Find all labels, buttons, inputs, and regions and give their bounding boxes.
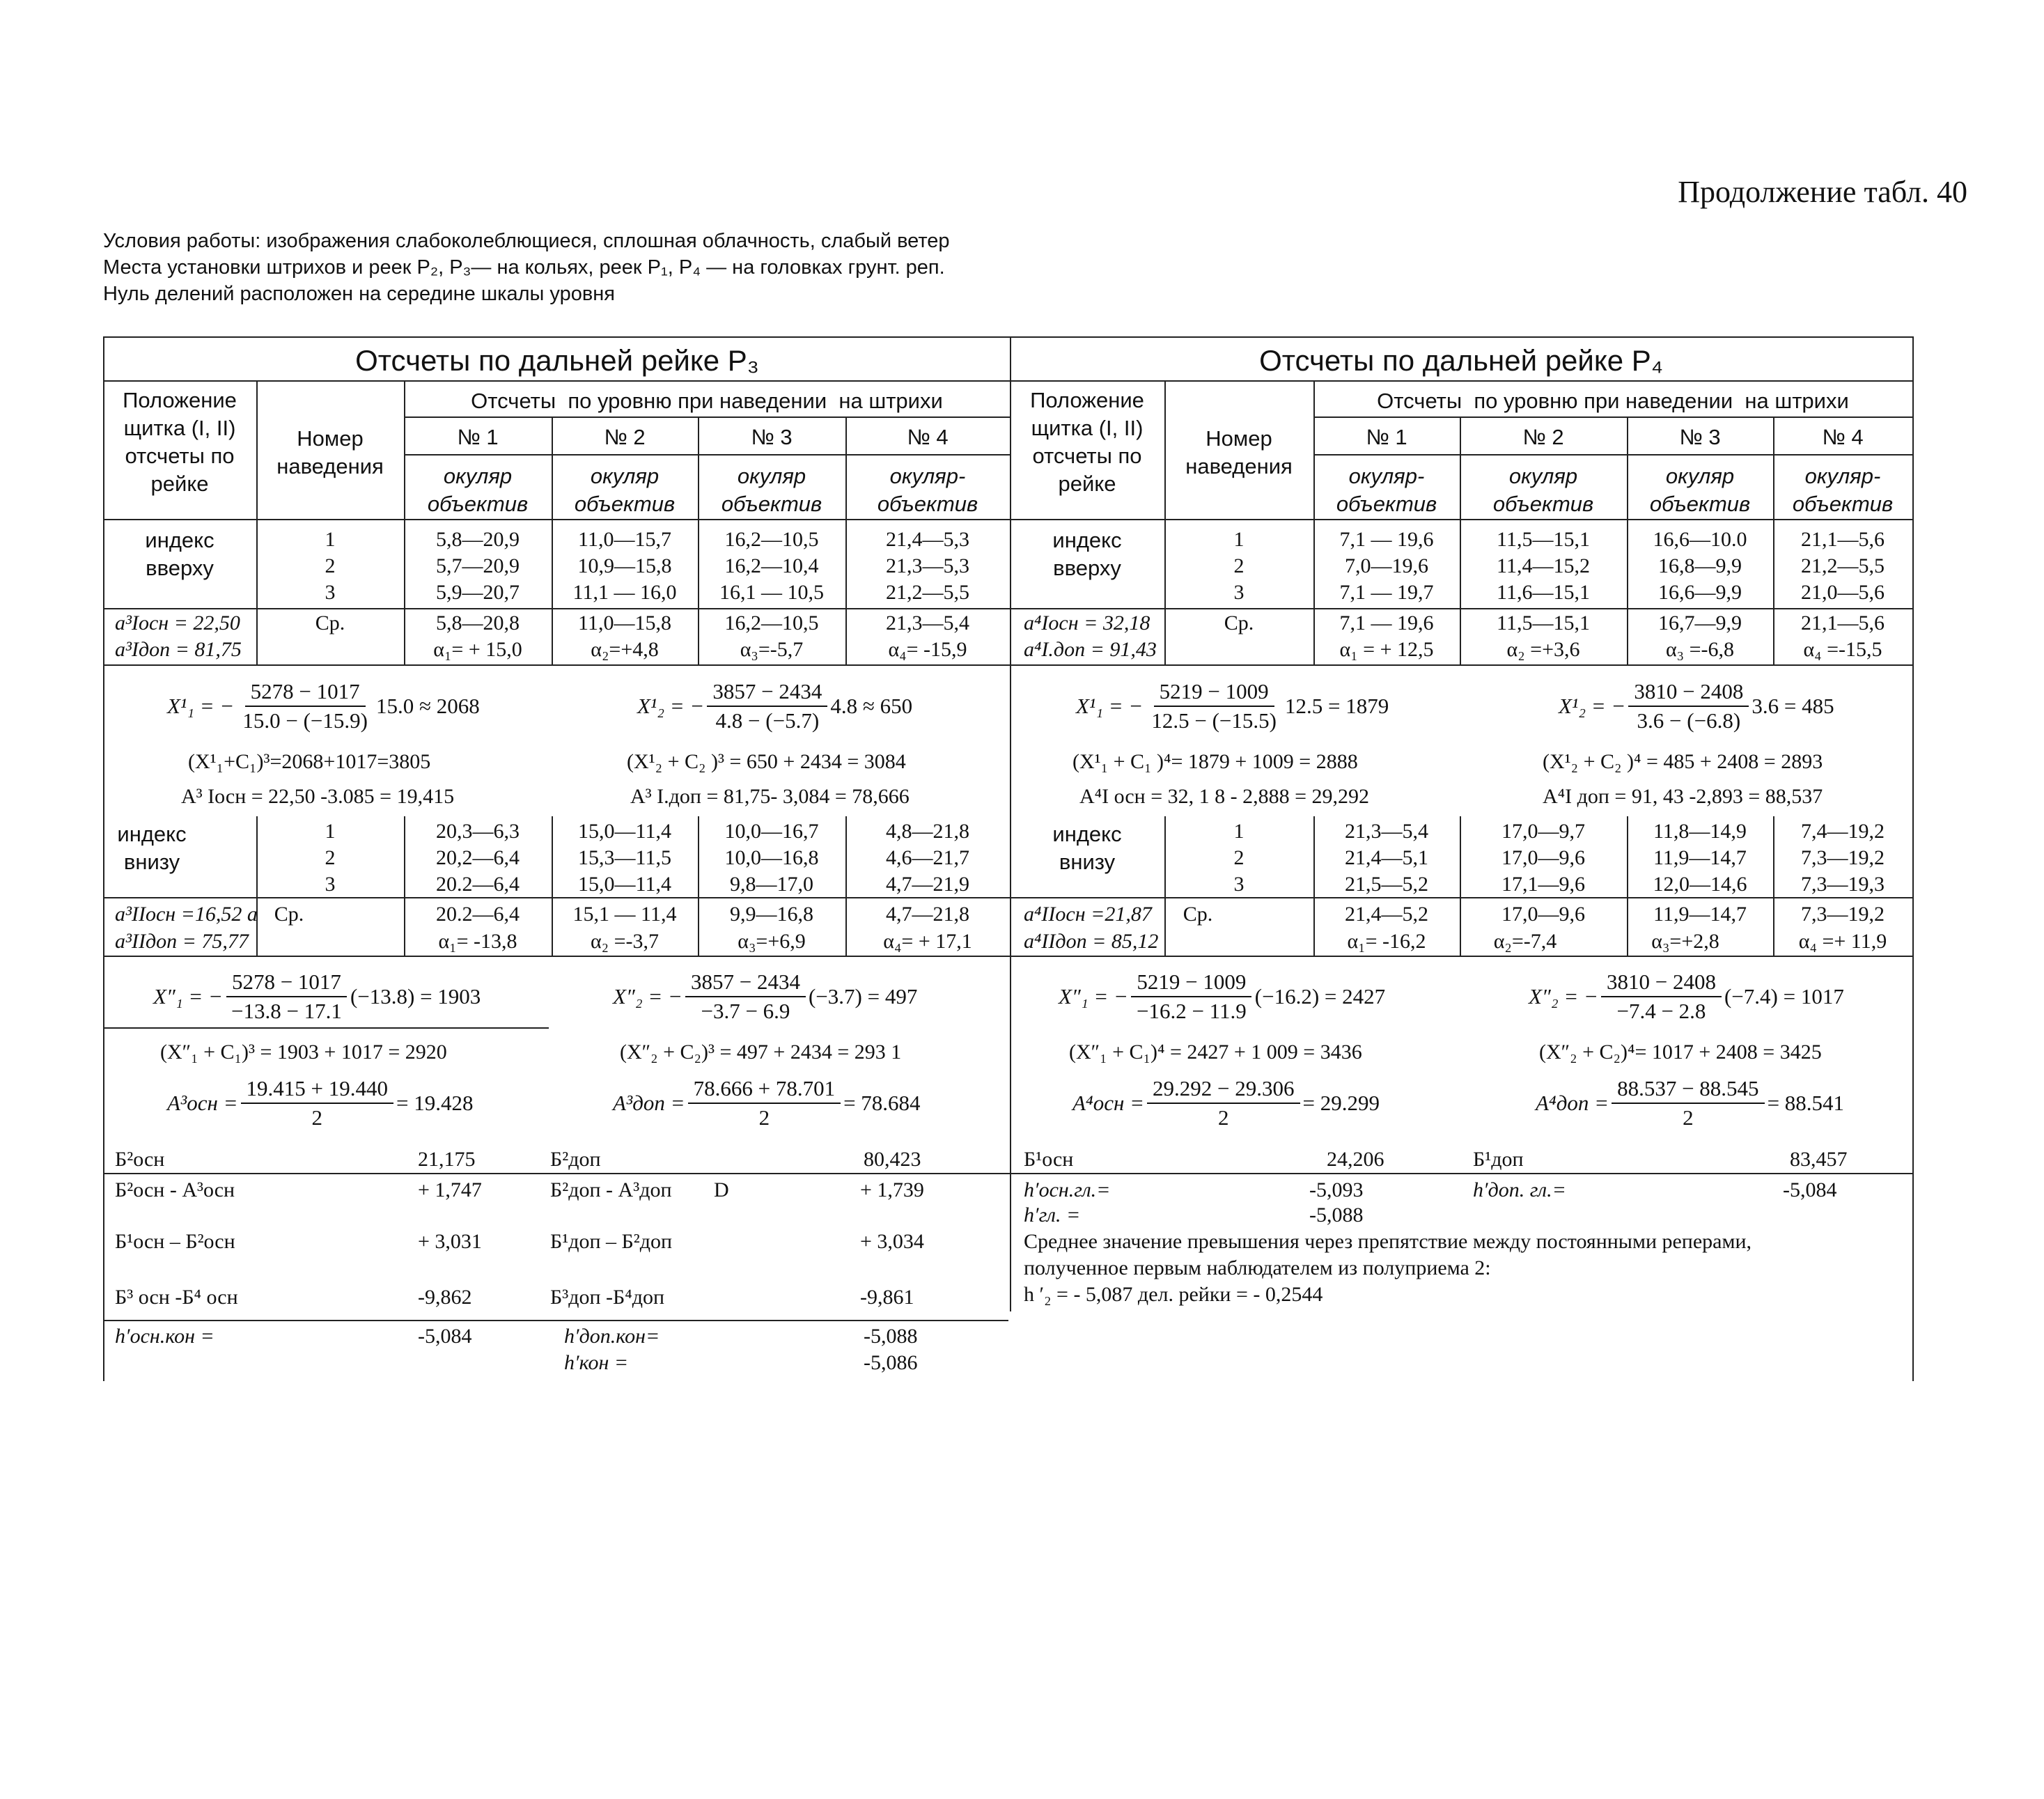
- right-position-label: Положение щитка (I, II) отсчеты по рейке: [1030, 388, 1144, 496]
- right-top-avg-label: Ср.: [1224, 612, 1254, 634]
- h-osn-gl-label: h′осн.гл.=: [1024, 1178, 1111, 1201]
- right-top-stroke-3: 16,6—10.0 16,8—9,9 16,6—9,9: [1653, 528, 1747, 604]
- h-osn-kon-label: h′осн.кон =: [115, 1325, 214, 1348]
- right-top-pointings: 1 2 3: [1233, 528, 1245, 604]
- right-bottom-alpha-2: α₂=-7,4: [1493, 930, 1557, 953]
- conditions-line-2: Места установки штрихов и реек Р₂, Р₃— на кольях, реек Р₁, Р₄ — на головках грунт. реп.: [103, 256, 945, 279]
- right-top-avg-4: 21,1—5,6: [1801, 612, 1885, 634]
- left-bottom-stroke-4: 4,8—21,8 4,6—21,7 4,7—21,9: [886, 820, 969, 896]
- left-top-a-osn: a³Iосн = 22,50: [115, 612, 240, 634]
- left-eyepiece-4: окуляр- объектив: [877, 464, 978, 516]
- b2-osn-label: Б²осн: [115, 1148, 165, 1171]
- right-bottom-alpha-3: α₃=+2,8: [1651, 930, 1719, 953]
- left-stroke-2: № 2: [604, 425, 646, 449]
- b2-dop-label: Б²доп: [550, 1148, 601, 1171]
- left-pointing-label: Номер наведения: [276, 426, 384, 478]
- b1-osn-value: 24,206: [1327, 1148, 1384, 1171]
- left-top-a-dop: a³Iдоп = 81,75: [115, 638, 242, 661]
- left-bottom-avg-4: 4,7—21,8: [886, 903, 969, 926]
- right-top-alpha-4: α₄ =-15,5: [1803, 638, 1882, 661]
- right-mean-osn: A⁴осн = $\frac{29.292 - 29.306}{2}$ = 29.299: [1072, 1076, 1380, 1130]
- left-bottom-a-osn: a³IIосн =16,52 a: [115, 903, 258, 926]
- right-top-alpha-3: α₃ =-6,8: [1665, 638, 1735, 661]
- right-top-avg-1: 7,1 — 19,6: [1339, 612, 1434, 634]
- right-mean-dop: A⁴доп = $\frac{88.537 - 88.545}{2}$ = 88.541: [1536, 1076, 1845, 1130]
- h-kon-label: h′кон =: [564, 1351, 629, 1374]
- right-formula-x1: X¹₁ = − $\frac{5219 - 1009}{12.5 - (-15.5)}$ 12.5 = 1879: [1076, 679, 1389, 733]
- right-stroke-2: № 2: [1522, 425, 1564, 449]
- b2-osn-value: 21,175: [418, 1148, 476, 1171]
- right-bottom-a-osn: a⁴IIосн =21,87: [1024, 903, 1152, 926]
- left-top-alpha-3: α₃=-5,7: [740, 638, 804, 661]
- right-eyepiece-3: окуляр объектив: [1649, 464, 1751, 516]
- right-eyepiece-4: окуляр- объектив: [1792, 464, 1894, 516]
- left-a-line-1: A³ Iосн = 22,50 -3.085 = 19,415: [181, 785, 455, 808]
- h-dop-kon-value: -5,088: [864, 1325, 918, 1348]
- note-line-3: h ′₂ = - 5,087 дел. рейки = - 0,2544: [1024, 1283, 1323, 1306]
- diff3-osn-value: -9,862: [418, 1286, 472, 1309]
- h-dop-gl-label: h′доп. гл.=: [1473, 1178, 1566, 1201]
- left-top-stroke-1: 5,8—20,9 5,7—20,9 5,9—20,7: [436, 528, 520, 604]
- left-a-line-2: A³ I.доп = 81,75- 3,084 = 78,666: [630, 785, 910, 808]
- right-top-a-dop: a⁴I.доп = 91,43: [1024, 638, 1157, 661]
- continuation-title: Продолжение табл. 40: [1678, 175, 1967, 209]
- left-bottom-pointings: 1 2 3: [325, 820, 336, 896]
- conditions-line-3: Нуль делений расположен на середине шкалы уровня: [103, 283, 615, 305]
- left-formula-x3: X″₁ = − $\frac{5278 - 1017}{-13.8 - 17.1}$ (−13.8) = 1903: [153, 969, 481, 1023]
- left-bottom-stroke-2: 15,0—11,4 15,3—11,5 15,0—11,4: [578, 820, 671, 896]
- left-bottom-avg-1: 20.2—6,4: [436, 903, 520, 926]
- diff3-osn-label: Б³ осн -Б⁴ осн: [115, 1286, 238, 1309]
- right-sum-2: (X¹₂ + C₂ )⁴ = 485 + 2408 = 2893: [1543, 750, 1823, 773]
- right-bottom-alpha-1: α₁= -16,2: [1347, 930, 1426, 953]
- right-formula-x3: X″₁ = − $\frac{5219 - 1009}{-16.2 - 11.9}$ (−16.2) = 2427: [1059, 969, 1386, 1023]
- right-bottom-a-dop: a⁴IIдоп = 85,12: [1024, 930, 1159, 953]
- right-eyepiece-2: окуляр объектив: [1492, 464, 1594, 516]
- right-a-line-1: A⁴I осн = 32, 1 8 - 2,888 = 29,292: [1079, 785, 1370, 808]
- note-line-2: полученное первым наблюдателем из полуприема 2:: [1024, 1256, 1491, 1279]
- left-stroke-1: № 1: [457, 425, 499, 449]
- h-dop-kon-label: h′доп.кон=: [564, 1325, 660, 1348]
- left-formula-x2: X¹₂ = − $\frac{3857 - 2434}{4.8 - (-5.7)}$ 4.8 ≈ 650: [637, 679, 913, 733]
- left-top-avg-3: 16,2—10,5: [724, 612, 819, 634]
- right-top-stroke-2: 11,5—15,1 11,4—15,2 11,6—15,1: [1497, 528, 1590, 604]
- left-stroke-4: № 4: [907, 425, 949, 449]
- right-bottom-avg-1: 21,4—5,2: [1345, 903, 1428, 926]
- diff1-mark: D: [714, 1178, 729, 1201]
- b1-osn-label: Б¹осн: [1024, 1148, 1074, 1171]
- left-mean-osn: A³осн = $\frac{19.415 + 19.440}{2}$ = 19.428: [167, 1076, 474, 1130]
- diff3-dop-value: -9,861: [860, 1286, 914, 1309]
- h-kon-value: -5,086: [864, 1351, 918, 1374]
- left-eyepiece-1: окуляр объектив: [427, 464, 529, 516]
- left-top-stroke-4: 21,4—5,3 21,3—5,3 21,2—5,5: [886, 528, 969, 604]
- left-bottom-alpha-3: α₃=+6,9: [738, 930, 806, 953]
- h-dop-gl-value: -5,084: [1783, 1178, 1837, 1201]
- left-sum-3: (X″₁ + C₁)³ = 1903 + 1017 = 2920: [160, 1041, 447, 1064]
- diff2-dop-label: Б¹доп – Б²доп: [550, 1230, 673, 1253]
- right-a-line-2: A⁴I доп = 91, 43 -2,893 = 88,537: [1543, 785, 1823, 808]
- right-top-stroke-1: 7,1 — 19,6 7,0—19,6 7,1 — 19,7: [1339, 528, 1434, 604]
- left-bottom-alpha-2: α₂ =-3,7: [590, 930, 660, 953]
- h-osn-gl-value: -5,093: [1309, 1178, 1364, 1201]
- left-top-avg-4: 21,3—5,4: [886, 612, 969, 634]
- right-formula-x2: X¹₂ = − $\frac{3810 - 2408}{3.6 - (-6.8)}$ 3.6 = 485: [1559, 679, 1834, 733]
- right-stroke-1: № 1: [1366, 425, 1407, 449]
- left-formula-x1: X¹₁ = − $\frac{5278 - 1017}{15.0 - (-15.9)}$ 15.0 ≈ 2068: [167, 679, 480, 733]
- left-top-alpha-4: α₄= -15,9: [888, 638, 967, 661]
- diff3-dop-label: Б³доп -Б⁴доп: [550, 1286, 665, 1309]
- left-formula-x4: X″₂ = − $\frac{3857 - 2434}{-3.7 - 6.9}$ (−3.7) = 497: [613, 969, 918, 1023]
- left-title: Отсчеты по дальней рейке Р₃: [355, 344, 759, 377]
- right-bottom-stroke-2: 17,0—9,7 17,0—9,6 17,1—9,6: [1501, 820, 1585, 896]
- left-top-alpha-1: α₁= + 15,0: [433, 638, 522, 661]
- diff2-osn-label: Б¹осн – Б²осн: [115, 1230, 235, 1253]
- right-bottom-stroke-4: 7,4—19,2 7,3—19,2 7,3—19,3: [1801, 820, 1885, 896]
- right-title: Отсчеты по дальней рейке Р₄: [1259, 344, 1663, 377]
- note-line-1: Среднее значение превышения через препятствие между постоянными реперами,: [1024, 1230, 1752, 1253]
- right-stroke-3: № 3: [1679, 425, 1721, 449]
- right-sum-4: (X″₂ + C₂)⁴= 1017 + 2408 = 3425: [1539, 1041, 1822, 1064]
- h-osn-kon-value: -5,084: [418, 1325, 472, 1348]
- right-top-alpha-2: α₂ =+3,6: [1506, 638, 1580, 661]
- diff1-dop-label: Б²доп - А³доп: [550, 1178, 672, 1201]
- left-bottom-stroke-3: 10,0—16,7 10,0—16,8 9,8—17,0: [724, 820, 819, 896]
- right-top-stroke-4: 21,1—5,6 21,2—5,5 21,0—5,6: [1801, 528, 1885, 604]
- right-formula-x4: X″₂ = − $\frac{3810 - 2408}{-7.4 - 2.8}$ (−7.4) = 1017: [1529, 969, 1844, 1023]
- conditions-line-1: Условия работы: изображения слабоколеблющиеся, сплошная облачность, слабый ветер: [103, 230, 950, 252]
- left-position-label: Положение щитка (I, II) отсчеты по рейке: [123, 388, 237, 496]
- diff2-dop-value: + 3,034: [860, 1230, 924, 1253]
- left-top-stroke-2: 11,0—15,7 10,9—15,8 11,1 — 16,0: [572, 528, 677, 604]
- left-index-bottom-label: индекс внизу: [117, 822, 187, 874]
- h-gl-value: -5,088: [1309, 1204, 1364, 1226]
- right-bottom-avg-3: 11,9—14,7: [1653, 903, 1747, 926]
- left-bottom-alpha-1: α₁= -13,8: [438, 930, 517, 953]
- right-sum-1: (X¹₁ + C₁ )⁴= 1879 + 1009 = 2888: [1072, 750, 1358, 773]
- left-bottom-stroke-1: 20,3—6,3 20,2—6,4 20.2—6,4: [436, 820, 520, 896]
- left-top-pointings: 1 2 3: [325, 528, 336, 604]
- diff1-osn-value: + 1,747: [418, 1178, 482, 1201]
- right-readings-label: Отсчеты по уровню при наведении на штрихи: [1377, 389, 1849, 413]
- right-eyepiece-1: окуляр- объектив: [1336, 464, 1437, 516]
- diff1-dop-value: + 1,739: [860, 1178, 924, 1201]
- right-index-bottom-label: индекс внизу: [1052, 822, 1122, 874]
- left-readings-label: Отсчеты по уровню при наведении на штрихи: [471, 389, 943, 413]
- left-top-stroke-3: 16,2—10,5 16,2—10,4 16,1 — 10,5: [719, 528, 824, 604]
- right-pointing-label: Номер наведения: [1185, 426, 1293, 478]
- right-bottom-alpha-4: α₄ =+ 11,9: [1798, 930, 1887, 953]
- diff1-osn-label: Б²осн - А³осн: [115, 1178, 235, 1201]
- left-bottom-a-dop: a³IIдоп = 75,77: [115, 930, 249, 953]
- b2-dop-value: 80,423: [864, 1148, 921, 1171]
- left-eyepiece-2: окуляр объектив: [574, 464, 676, 516]
- h-gl-label: h′гл. =: [1024, 1204, 1081, 1226]
- right-bottom-avg-4: 7,3—19,2: [1801, 903, 1885, 926]
- left-eyepiece-3: окуляр объектив: [721, 464, 822, 516]
- right-index-top-label: индекс вверху: [1052, 528, 1122, 580]
- right-bottom-pointings: 1 2 3: [1233, 820, 1245, 896]
- right-top-avg-3: 16,7—9,9: [1658, 612, 1742, 634]
- b1-dop-value: 83,457: [1790, 1148, 1848, 1171]
- left-sum-4: (X″₂ + C₂)³ = 497 + 2434 = 293 1: [620, 1041, 902, 1064]
- diff2-osn-value: + 3,031: [418, 1230, 482, 1253]
- right-bottom-avg-2: 17,0—9,6: [1501, 903, 1585, 926]
- right-top-alpha-1: α₁ = + 12,5: [1339, 638, 1434, 661]
- left-mean-dop: A³доп = $\frac{78.666 + 78.701}{2}$ = 78.684: [613, 1076, 921, 1130]
- left-index-top-label: индекс вверху: [145, 528, 214, 580]
- left-top-avg-1: 5,8—20,8: [436, 612, 520, 634]
- left-top-alpha-2: α₂=+4,8: [591, 638, 659, 661]
- left-bottom-avg-2: 15,1 — 11,4: [572, 903, 677, 926]
- left-bottom-avg-3: 9,9—16,8: [730, 903, 813, 926]
- right-sum-3: (X″₁ + C₁)⁴ = 2427 + 1 009 = 3436: [1069, 1041, 1362, 1064]
- left-bottom-avg-label: Ср.: [274, 903, 304, 926]
- right-bottom-stroke-1: 21,3—5,4 21,4—5,1 21,5—5,2: [1345, 820, 1428, 896]
- left-top-avg-2: 11,0—15,8: [578, 612, 671, 634]
- right-top-a-osn: a⁴Iосн = 32,18: [1024, 612, 1150, 634]
- right-stroke-4: № 4: [1822, 425, 1864, 449]
- right-bottom-avg-label: Ср.: [1183, 903, 1213, 926]
- left-top-avg-label: Ср.: [315, 612, 345, 634]
- right-bottom-stroke-3: 11,8—14,9 11,9—14,7 12,0—14,6: [1653, 820, 1747, 896]
- left-stroke-3: № 3: [751, 425, 793, 449]
- left-sum-1: (X¹₁+C₁)³=2068+1017=3805: [188, 750, 431, 773]
- left-sum-2: (X¹₂ + C₂ )³ = 650 + 2434 = 3084: [627, 750, 906, 773]
- b1-dop-label: Б¹доп: [1473, 1148, 1524, 1171]
- left-bottom-alpha-4: α₄= + 17,1: [883, 930, 972, 953]
- right-top-avg-2: 11,5—15,1: [1497, 612, 1590, 634]
